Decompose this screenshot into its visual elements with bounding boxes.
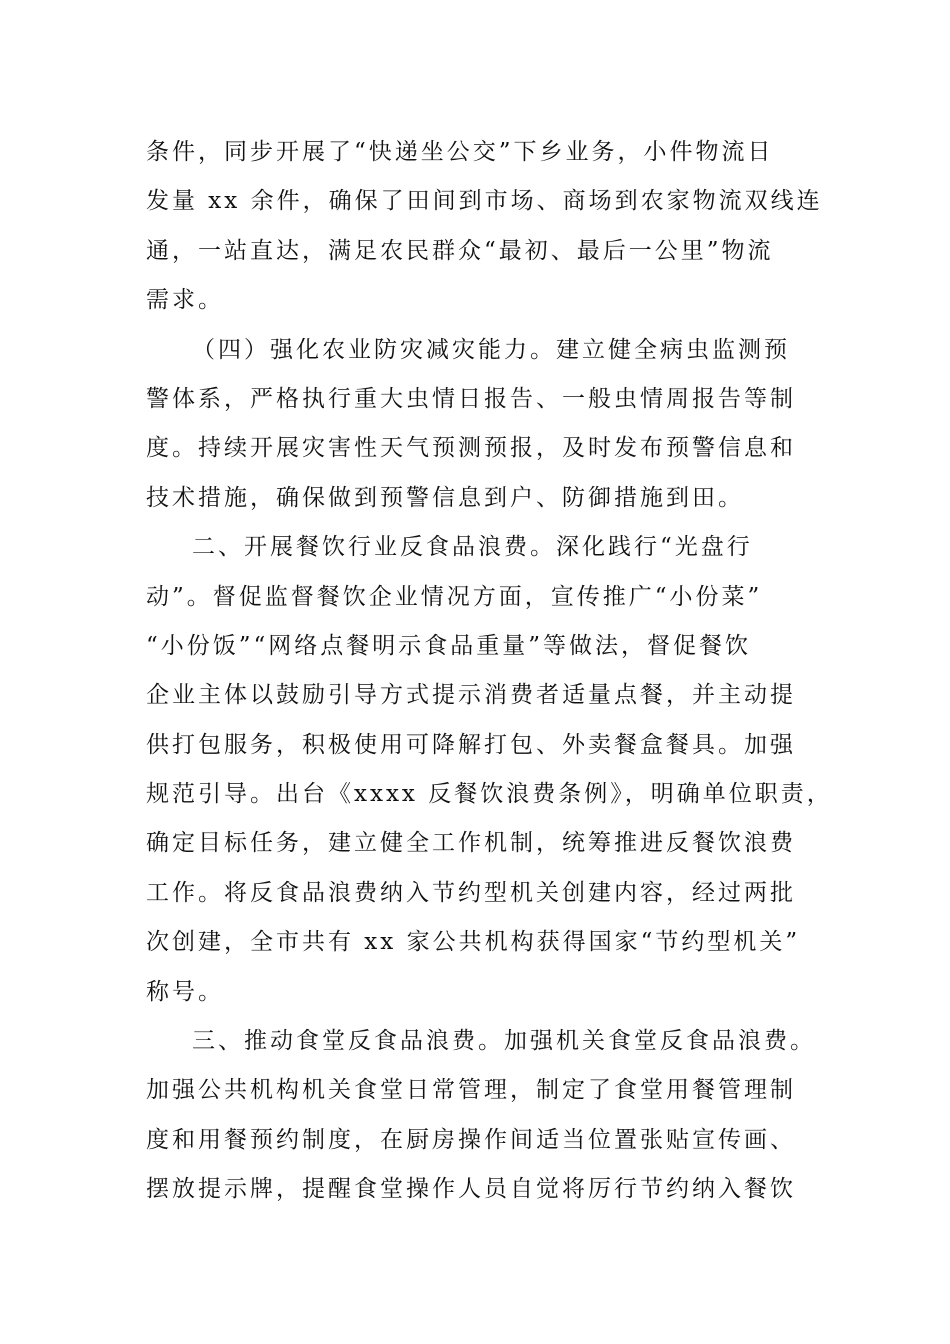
text-line: 供打包服务，积极使用可降解打包、外卖餐盒餐具。加强 bbox=[146, 731, 796, 758]
text-line: 称号。 bbox=[146, 978, 224, 1005]
text-line: 度和用餐预约制度，在厨房操作间适当位置张贴宣传画、 bbox=[146, 1126, 796, 1153]
paragraph-heading-line: （四）强化农业防灾减灾能力。建立健全病虫监测预 bbox=[192, 336, 790, 363]
text-line: 确定目标任务，建立健全工作机制，统筹推进反餐饮浪费 bbox=[146, 830, 796, 857]
text-line: 次创建，全市共有 xx 家公共机构获得国家“节约型机关” bbox=[146, 929, 801, 956]
text-line: 摆放提示牌，提醒食堂操作人员自觉将厉行节约纳入餐饮 bbox=[146, 1176, 796, 1203]
text-line: 度。持续开展灾害性天气预测预报，及时发布预警信息和 bbox=[146, 435, 796, 462]
section-heading-line: 三、推动食堂反食品浪费。加强机关食堂反食品浪费。 bbox=[192, 1028, 816, 1055]
text-line: 警体系，严格执行重大虫情日报告、一般虫情周报告等制 bbox=[146, 385, 796, 412]
text-line: 需求。 bbox=[146, 287, 224, 314]
section-heading-line: 二、开展餐饮行业反食品浪费。深化践行“光盘行 bbox=[192, 534, 753, 561]
text-line: “小份饭”“网络点餐明示食品重量”等做法，督促餐饮 bbox=[146, 632, 752, 659]
text-line: 条件，同步开展了“快递坐公交”下乡业务，小件物流日 bbox=[146, 139, 774, 165]
text-line: 规范引导。出台《xxxx 反餐饮浪费条例》，明确单位职责， bbox=[146, 781, 833, 808]
body-text bbox=[146, 128, 833, 1215]
text-line: 加强公共机构机关食堂日常管理，制定了食堂用餐管理制 bbox=[146, 1077, 796, 1104]
text-line: 通，一站直达，满足农民群众“最初、最后一公里”物流 bbox=[146, 237, 774, 264]
text-line: 发量 xx 余件，确保了田间到市场、商场到农家物流双线连 bbox=[146, 188, 823, 215]
text-line: 企业主体以鼓励引导方式提示消费者适量点餐，并主动提 bbox=[146, 682, 796, 709]
text-line: 技术措施，确保做到预警信息到户、防御措施到田。 bbox=[146, 484, 744, 511]
text-line: 动”。督促监督餐饮企业情况方面，宣传推广“小份菜” bbox=[146, 583, 763, 610]
text-line: 工作。将反食品浪费纳入节约型机关创建内容，经过两批 bbox=[146, 879, 796, 906]
